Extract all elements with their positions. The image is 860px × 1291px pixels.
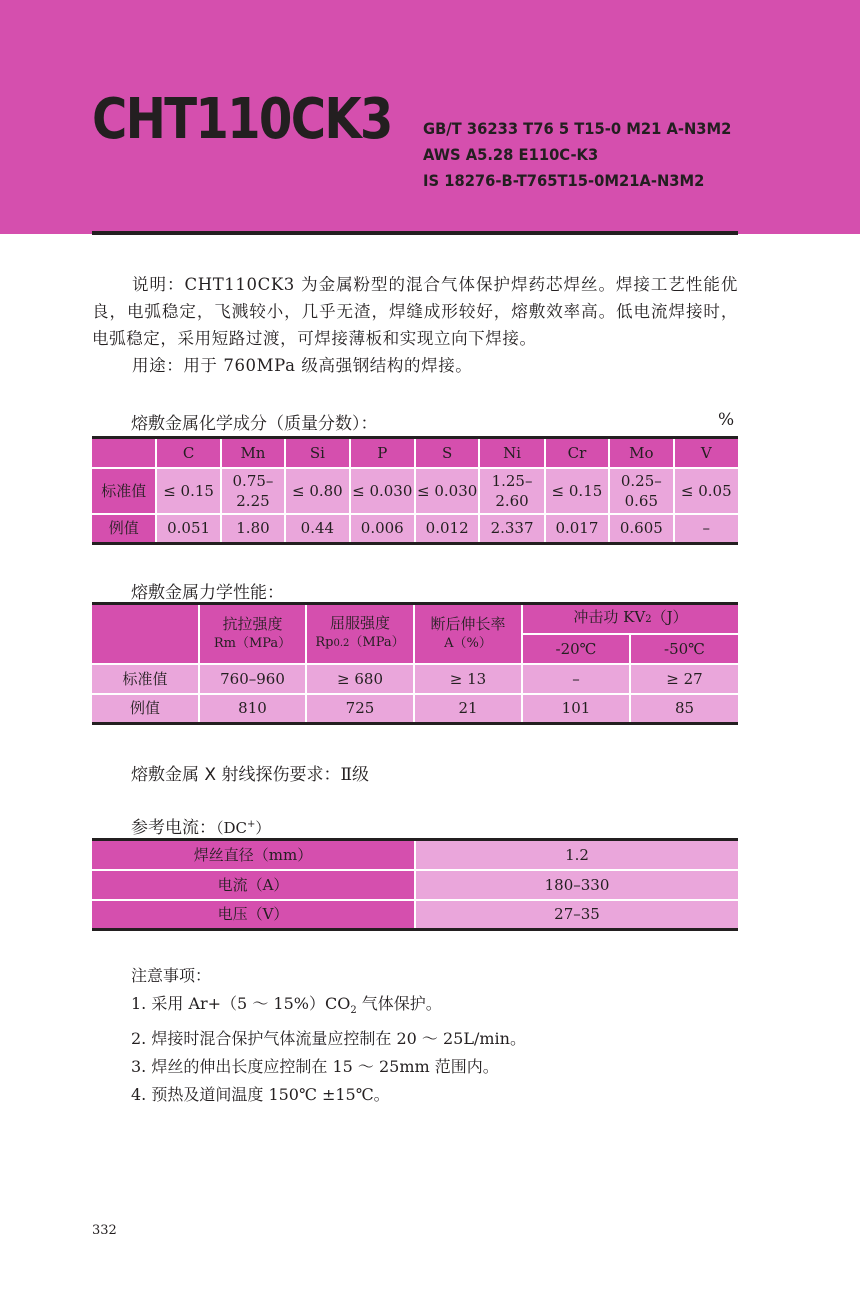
tensile-unit: Rm（MPa） [213,635,292,651]
mechanical-cell: 760–960 [199,664,306,694]
chemistry-col-header: P [350,438,415,468]
mechanical-cell: 725 [306,694,414,724]
chemistry-table [92,436,738,545]
elongation-header [414,604,522,664]
current-row-value: 27–35 [415,900,738,930]
yield-unit-rest: （MPa） [349,635,405,651]
mechanical-cell: ≥ 13 [414,664,522,694]
note-1-sub: 2 [350,1005,357,1017]
chemistry-cell: ≤ 0.80 [285,468,349,514]
tensile-label: 抗拉强度 [222,614,283,633]
chemistry-cell: 0.051 [156,514,220,544]
row-label: 例值 [92,694,199,724]
chemistry-cell: 0.012 [415,514,479,544]
tensile-header [199,604,306,664]
impact-temp-minus20: -20℃ [522,634,630,664]
description-text: CHT110CK3 为金属粉型的混合气体保护焊药芯焊丝。焊接工艺性能优良，电弧稳定，飞溅较小，几乎无渣，焊缝成形较好，熔敷效率高。低电流焊接时，电弧稳定，采用短路过渡，可焊接薄板和实现立向下焊接。 [92,275,738,348]
note-1-text: 1. 采用 Ar+（5 ～ 15%）CO [131,994,351,1013]
mechanical-table [92,602,738,725]
current-row [92,840,738,870]
chemistry-col-header: Si [285,438,349,468]
description-label: 说明： [132,275,185,294]
mechanical-heading: 熔敷金属力学性能： [131,583,284,603]
chemistry-header-row [92,438,738,468]
header-divider [92,231,738,235]
standard-gbt: GB/T 36233 T76 5 T15-0 M21 A-N3M2 [423,119,732,138]
page-number: 332 [92,1223,117,1238]
current-polarity [216,819,270,837]
chemistry-cell: ≤ 0.05 [674,468,738,514]
chemistry-cell: ≤ 0.15 [156,468,220,514]
chemistry-cell: 0.605 [609,514,673,544]
note-item: 4. 预热及道间温度 150℃ ±15℃。 [131,1085,390,1105]
row-label: 标准值 [92,468,156,514]
chemistry-col-header: Cr [545,438,609,468]
mechanical-cell: ≥ 27 [630,664,738,694]
chemistry-cell: ≤ 0.15 [545,468,609,514]
usage-label: 用途： [132,356,184,375]
chemistry-corner-cell [92,438,156,468]
impact-rest: （J） [651,608,688,627]
polarity-sup: + [247,819,256,830]
product-name: CHT110CK3 [92,87,392,152]
mechanical-row-example [92,694,738,724]
xray-value: Ⅱ级 [340,765,370,785]
elongation-unit: A（%） [444,635,492,651]
notes-list [131,962,526,1109]
yield-label: 屈服强度 [329,614,390,633]
notes-heading: 注意事项： [131,966,212,985]
current-row-label: 电压（V） [92,900,415,930]
chemistry-col-header: Mn [221,438,285,468]
current-row-value: 180–330 [415,870,738,900]
mechanical-corner-cell [92,604,199,664]
chemistry-cell: 0.75–2.25 [221,468,285,514]
chemistry-cell: 2.337 [479,514,544,544]
chemistry-cell: 1.80 [221,514,285,544]
row-label: 例值 [92,514,156,544]
chemistry-unit: % [718,410,735,430]
standard-is: IS 18276-B-T765T15-0M21A-N3M2 [423,171,705,190]
description-paragraph [92,271,738,352]
current-row [92,870,738,900]
mechanical-cell: 101 [522,694,630,724]
chemistry-cell: – [674,514,738,544]
standard-aws: AWS A5.28 E110C-K3 [423,145,599,164]
current-row-label: 焊丝直径（mm） [92,840,415,870]
chemistry-cell: 1.25–2.60 [479,468,544,514]
current-label: 参考电流： [131,818,216,838]
chemistry-heading: 熔敷金属化学成分（质量分数）： [131,414,378,434]
yield-header [306,604,414,664]
xray-label: 熔敷金属 X 射线探伤要求： [131,765,341,785]
yield-unit-main: Rp [315,635,334,651]
row-label: 标准值 [92,664,199,694]
xray-heading [131,760,369,785]
chemistry-cell: 0.44 [285,514,349,544]
impact-label: 冲击功 KV [573,608,646,627]
chemistry-col-header: Mo [609,438,673,468]
note-item: 3. 焊丝的伸出长度应控制在 15 ～ 25mm 范围内。 [131,1057,499,1077]
chemistry-row-standard [92,468,738,514]
note-item: 2. 焊接时混合保护气体流量应控制在 20 ～ 25L/min。 [131,1029,526,1049]
mechanical-cell: 21 [414,694,522,724]
chemistry-col-header: C [156,438,220,468]
current-row-label: 电流（A） [92,870,415,900]
chemistry-cell: ≤ 0.030 [415,468,479,514]
note-item [131,990,526,1025]
mechanical-cell: – [522,664,630,694]
chemistry-row-example [92,514,738,544]
chemistry-cell: 0.25–0.65 [609,468,673,514]
usage-text: 用于 760MPa 级高强钢结构的焊接。 [183,356,473,375]
usage-paragraph [92,352,738,379]
chemistry-cell: ≤ 0.030 [350,468,415,514]
current-row-value: 1.2 [415,840,738,870]
elongation-label: 断后伸长率 [430,614,506,633]
chemistry-col-header: Ni [479,438,544,468]
chemistry-cell: 0.017 [545,514,609,544]
mechanical-cell: 85 [630,694,738,724]
impact-sub: 2 [645,614,652,626]
impact-header [522,604,738,634]
yield-unit [307,633,413,654]
mechanical-header-row-1 [92,604,738,634]
polarity-end: ） [255,819,271,837]
chemistry-col-header: S [415,438,479,468]
chemistry-col-header: V [674,438,738,468]
mechanical-row-standard [92,664,738,694]
current-row [92,900,738,930]
current-heading [131,813,270,838]
mechanical-cell: 810 [199,694,306,724]
polarity-main: （DC [216,819,248,837]
chemistry-cell: 0.006 [350,514,415,544]
note-1-post: 气体保护。 [356,994,442,1013]
yield-unit-sub: 0.2 [333,638,350,650]
mechanical-cell: ≥ 680 [306,664,414,694]
impact-temp-minus50: -50℃ [630,634,738,664]
current-table [92,838,738,931]
standards-list [423,116,731,194]
